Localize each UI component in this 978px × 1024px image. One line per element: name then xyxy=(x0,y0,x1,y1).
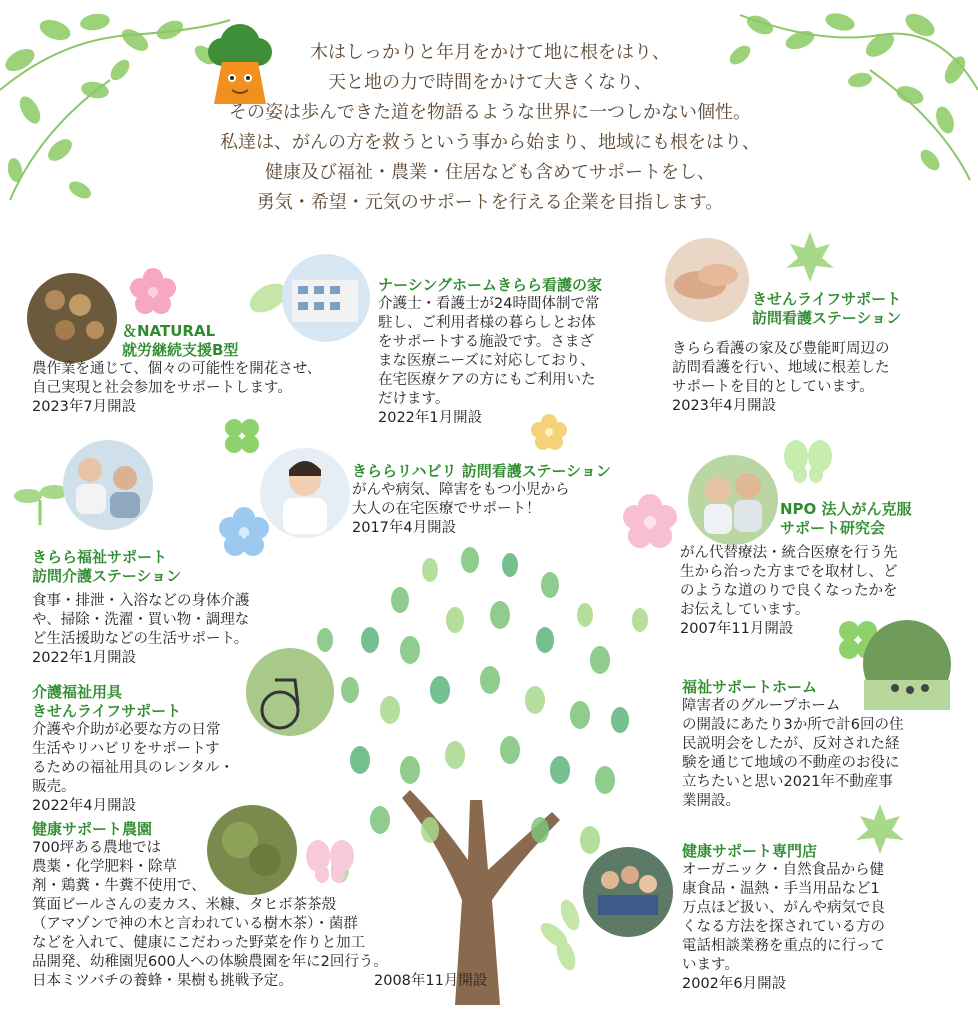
section-body: 介護士・看護士が24時間体制で常 駐し、ご利用者様の暮らしとお体 をサポートする施設です。さまざ まな医療ニーズに対応しており、 在宅医療ケアの方にもご利用いた だけます。 xyxy=(378,296,600,407)
section-group-home xyxy=(682,678,967,811)
section-title: 就労継続支援B型 xyxy=(122,341,239,359)
section-welfare-equipment xyxy=(32,683,282,816)
section-date: 2023年7月開設 xyxy=(32,399,137,415)
butterfly-icon xyxy=(784,440,832,483)
section-health-shop xyxy=(682,842,967,994)
section-date: 2023年4月開設 xyxy=(672,398,777,414)
section-title: 訪問看護ステーション xyxy=(752,309,902,327)
section-date: 2022年1月開設 xyxy=(32,650,137,666)
photo-shop-crowd xyxy=(583,847,673,937)
section-title: 健康サポート農園 xyxy=(32,820,153,838)
intro-line: 勇気・希望・元気のサポートを行える企業を目指します。 xyxy=(256,192,724,213)
intro-line: 健康及び福祉・農業・住居なども含めてサポートをし、 xyxy=(265,162,715,183)
section-title: 訪問介護ステーション xyxy=(32,567,182,585)
section-date: 2008年11月開設 xyxy=(374,973,488,989)
pink-flower-icon xyxy=(130,268,176,314)
section-body: 介護や介助が必要な方の日常 生活やリハビリをサポートす るための福祉用具のレンタル・ 販売。 xyxy=(32,722,235,795)
section-body: きらら看護の家及び豊能町周辺の 訪問看護を行い、地域に根差した サポートを目的としています。 xyxy=(672,341,890,395)
section-title: 福祉サポートホーム xyxy=(682,678,818,696)
section-date: 2017年4月開設 xyxy=(352,520,457,536)
section-body: がんや病気、障害をもつ小児から 大人の在宅医療でサポート！ xyxy=(352,482,570,517)
section-farm xyxy=(32,820,502,991)
section-nursing-home xyxy=(378,276,638,428)
clover-icon xyxy=(225,419,259,453)
maple-leaf-icon xyxy=(786,232,834,282)
section-title: ナーシングホームきらら看護の家 xyxy=(378,276,603,294)
intro-line: その姿は歩んできた道を物語るような世界に一つしかない個性。 xyxy=(229,102,751,123)
section-body: 農作業を通じて、個々の可能性を開花させ、 自己実現と社会参加をサポートします。 xyxy=(32,361,322,396)
section-date: 2002年6月開設 xyxy=(682,976,787,992)
section-title: サポート研究会 xyxy=(780,519,886,537)
section-title: きららリハビリ 訪問看護ステーション xyxy=(352,462,611,480)
section-npo xyxy=(680,500,960,639)
section-body: 障害者のグループホーム の開設にあたり3か所で計6回の住 民説明会をしたが、反対された経 験を通じて地域の不動産のお役に 立ちたいと思い2021年不動産事 業開設。 xyxy=(682,698,904,809)
intro-line: 私達は、がんの方を救うという事から始まり、地域にも根をはり、 xyxy=(220,132,760,153)
section-body: 食事・排泄・入浴などの身体介護 や、掃除・洗濯・買い物・調理な ど生活援助などの生活サポート。 xyxy=(32,593,250,647)
photo-care-worker xyxy=(63,440,153,530)
section-body: 700坪ある農地では 農薬・化学肥料・除草 剤・鶏糞・牛糞不使用で、 箕面ビールさんの麦カス、米糠、タヒボ茶茶殻 （アマゾンで神の木と言われている樹木茶）・菌群 などを入れて、健康にこだわった野菜を作りと加工 品開発、幼稚園児600人への体験農園を年に2回行う。 日本ミツバチの養蜂・果樹も挑戦予定。 xyxy=(32,840,388,989)
sprout-icon xyxy=(14,485,68,525)
photo-nurse xyxy=(260,448,350,538)
section-natural xyxy=(32,322,362,417)
section-date: 2007年11月開設 xyxy=(680,621,794,637)
section-kisen-life-nursing xyxy=(672,290,952,416)
section-body: がん代替療法・統合医療を行う先 生から治った方までを取材し、ど のような道のりで良くなったかを お伝えしています。 xyxy=(680,545,898,618)
section-kirara-rehab xyxy=(352,462,672,538)
bottom-leaves-icon xyxy=(537,897,583,973)
intro-message xyxy=(150,38,830,218)
section-title: きらら福祉サポート xyxy=(32,548,168,566)
section-date: 2022年4月開設 xyxy=(32,798,137,814)
section-title: きせんライフサポート xyxy=(32,702,182,720)
section-date: 2022年1月開設 xyxy=(378,410,483,426)
section-title: NPO 法人がん克服 xyxy=(780,500,912,518)
section-title: 健康サポート専門店 xyxy=(682,842,818,860)
intro-line: 木はしっかりと年月をかけて地に根をはり、 xyxy=(310,42,670,63)
section-title: きせんライフサポート xyxy=(752,290,902,308)
section-kirara-welfare xyxy=(32,548,312,668)
section-title: 介護福祉用具 xyxy=(32,683,123,701)
section-title: ＆NATURAL xyxy=(122,322,216,340)
section-body: オーガニック・自然食品から健 康食品・温熱・手当用品など1 万点ほど扱い、がんや病気で良 くなる方法を探されている方の 電話相談業務を重点的に行って います。 xyxy=(682,862,885,973)
intro-line: 天と地の力で時間をかけて大きくなり、 xyxy=(328,72,652,93)
